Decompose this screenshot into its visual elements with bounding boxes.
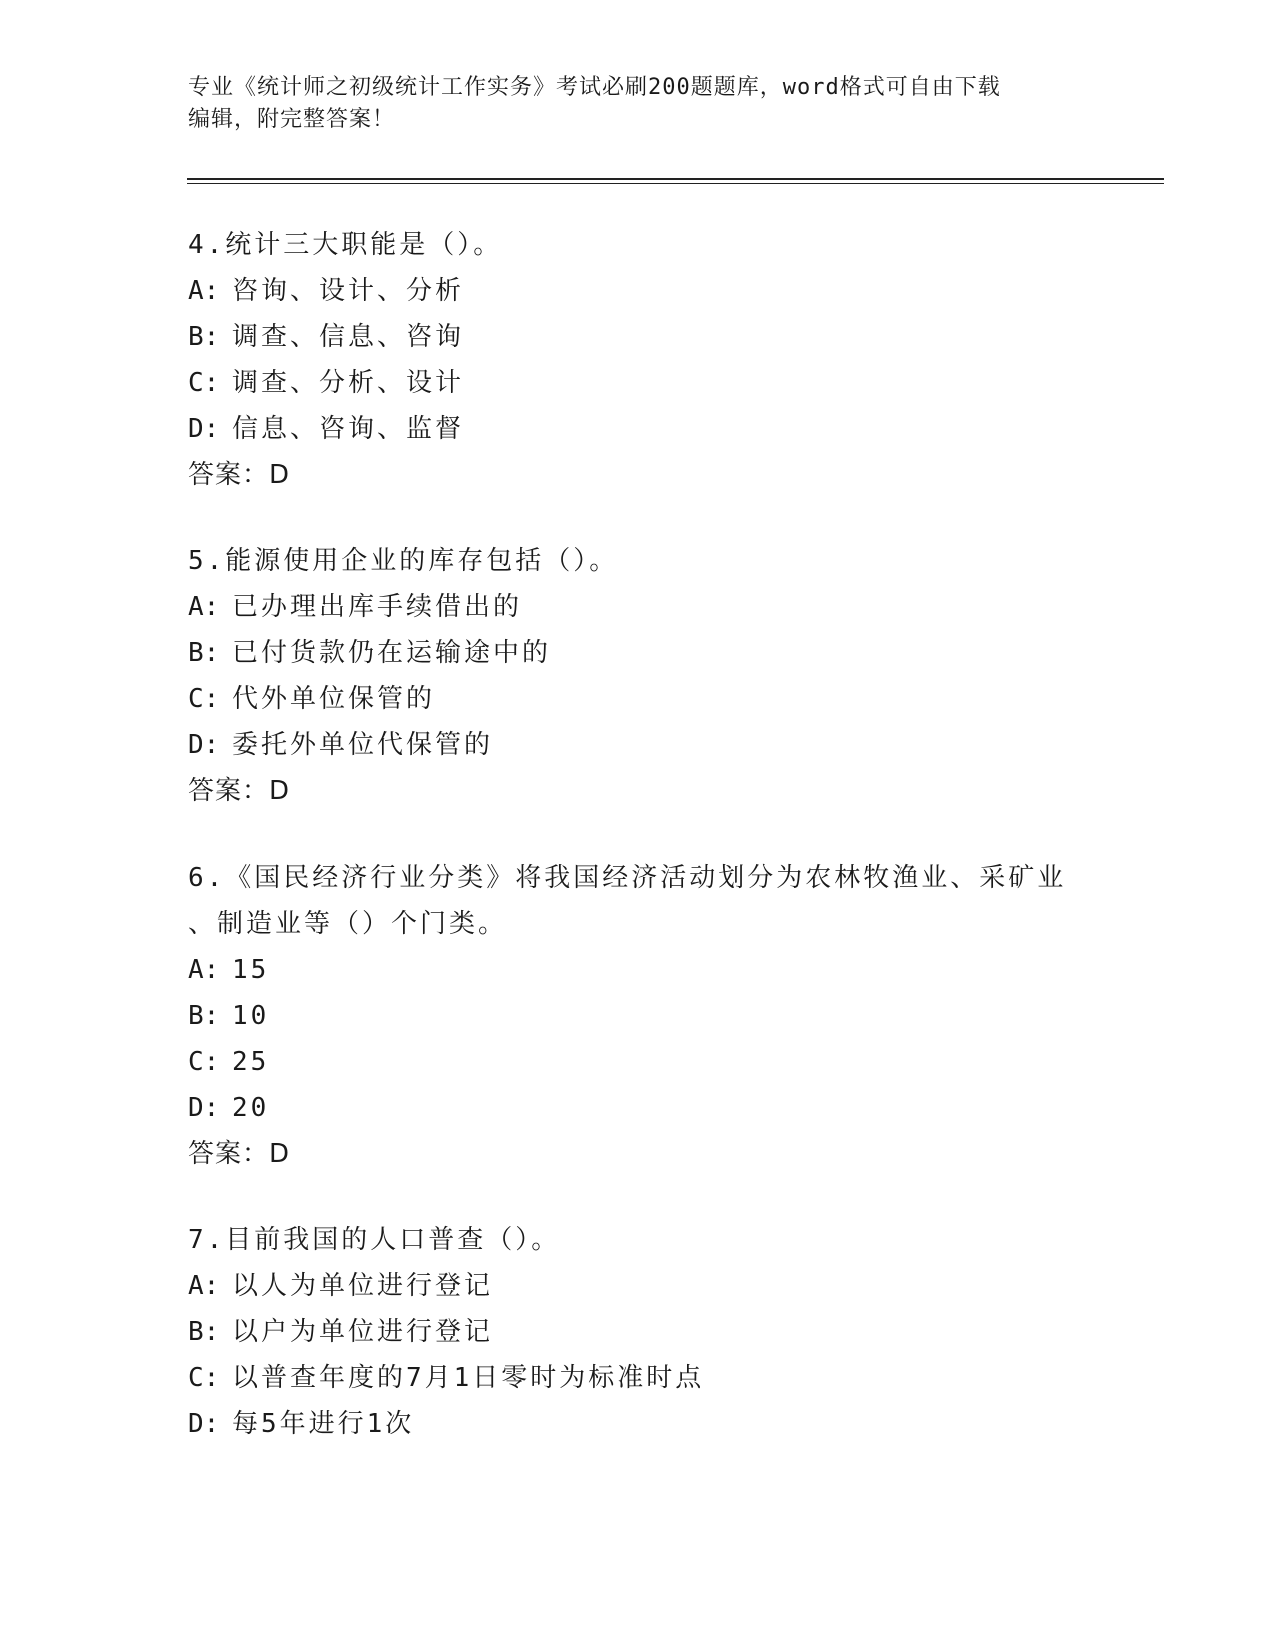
option-text: 每5年进行1次 [232, 1409, 415, 1439]
option-text: 以户为单位进行登记 [232, 1317, 494, 1347]
option-a [188, 1263, 1088, 1309]
option-d [188, 406, 1088, 452]
option-c [188, 676, 1088, 722]
question-stem-line-1: 6.《国民经济行业分类》将我国经济活动划分为农林牧渔业、采矿业 [188, 863, 1067, 893]
question-stem-line-2: 、制造业等（）个门类。 [188, 909, 508, 939]
option-text: 信息、咨询、监督 [232, 414, 465, 444]
question-block [188, 1217, 1088, 1447]
option-key: D: [188, 1409, 220, 1439]
option-text: 委托外单位代保管的 [232, 730, 494, 760]
option-key: B: [188, 1317, 220, 1347]
option-key: B: [188, 1001, 220, 1031]
question-block [188, 538, 1088, 814]
option-c [188, 360, 1088, 406]
option-text: 已办理出库手续借出的 [232, 592, 523, 622]
header-line-2: 编辑，附完整答案！ [188, 107, 396, 132]
header-divider-thin [187, 183, 1164, 184]
option-key: C: [188, 1047, 220, 1077]
option-c [188, 1355, 1088, 1401]
question-block [188, 855, 1088, 1177]
question-stem: 5.能源使用企业的库存包括（）。 [188, 546, 619, 576]
answer-line: 答案：D [188, 776, 291, 806]
option-d [188, 1085, 1088, 1131]
option-d [188, 722, 1088, 768]
header-line-1: 专业《统计师之初级统计工作实务》考试必刷200题题库，word格式可自由下载 [188, 75, 1001, 100]
option-c [188, 1039, 1088, 1085]
option-text: 以人为单位进行登记 [232, 1271, 494, 1301]
option-text: 代外单位保管的 [232, 684, 436, 714]
option-d [188, 1401, 1088, 1447]
option-key: A: [188, 955, 220, 985]
option-text: 咨询、设计、分析 [232, 276, 465, 306]
option-text: 以普查年度的7月1日零时为标准时点 [232, 1363, 705, 1393]
option-text: 10 [232, 1001, 270, 1031]
option-text: 已付货款仍在运输途中的 [232, 638, 552, 668]
option-a [188, 584, 1088, 630]
question-stem: 7.目前我国的人口普查（）。 [188, 1225, 561, 1255]
header-divider-thick [187, 178, 1164, 180]
answer-line: 答案：D [188, 460, 291, 490]
document-header [188, 72, 1088, 136]
question-block [188, 222, 1088, 498]
option-key: A: [188, 592, 220, 622]
option-key: D: [188, 1093, 220, 1123]
option-key: C: [188, 368, 220, 398]
option-key: D: [188, 414, 220, 444]
option-key: C: [188, 684, 220, 714]
option-b [188, 993, 1088, 1039]
option-text: 调查、信息、咨询 [232, 322, 465, 352]
option-a [188, 947, 1088, 993]
option-text: 20 [232, 1093, 270, 1123]
option-key: D: [188, 730, 220, 760]
option-key: A: [188, 1271, 220, 1301]
option-key: A: [188, 276, 220, 306]
option-b [188, 1309, 1088, 1355]
option-b [188, 314, 1088, 360]
option-text: 调查、分析、设计 [232, 368, 465, 398]
question-stem: 4.统计三大职能是（）。 [188, 230, 503, 260]
option-key: C: [188, 1363, 220, 1393]
option-key: B: [188, 638, 220, 668]
option-a [188, 268, 1088, 314]
option-text: 15 [232, 955, 270, 985]
option-key: B: [188, 322, 220, 352]
option-text: 25 [232, 1047, 270, 1077]
answer-line: 答案：D [188, 1139, 291, 1169]
option-b [188, 630, 1088, 676]
